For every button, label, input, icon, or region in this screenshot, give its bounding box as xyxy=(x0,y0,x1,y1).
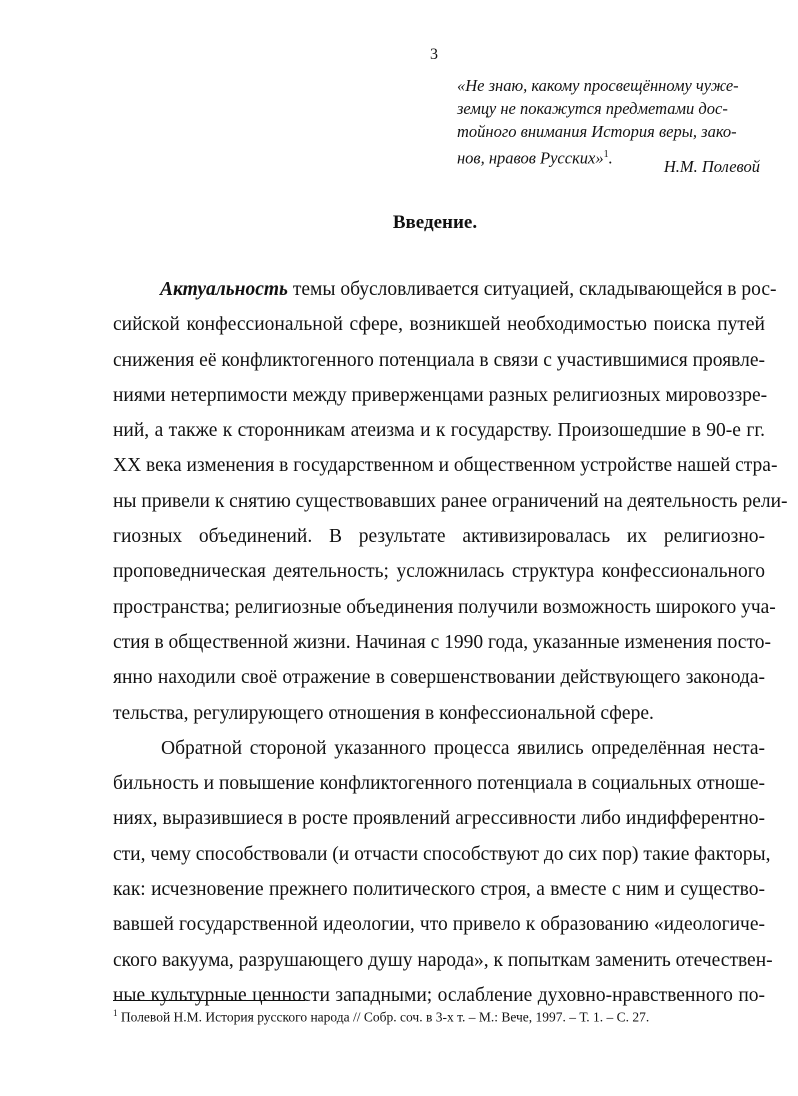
paragraph-2-line: как: исчезновение прежнего политического строя, а вместе с ним и существо- xyxy=(113,879,765,901)
paragraph-2-line: бильность и повышение конфликтогенного потенциала в социальных отноше- xyxy=(113,773,765,795)
paragraph-1-line: пространства; религиозные объединения получили возможность широкого уча- xyxy=(113,596,776,618)
epigraph-line: «Не знаю, какому просвещённому чуже- xyxy=(457,76,739,95)
paragraph-1-line xyxy=(113,272,777,307)
paragraph-1-line: стия в общественной жизни. Начиная с 1990 года, указанные изменения посто- xyxy=(113,631,771,653)
section-heading: Введение. xyxy=(392,212,478,233)
keyword-actuality: Актуальность xyxy=(160,279,288,300)
paragraph-1-line: XX века изменения в государственном и общественном устройстве нашей стра- xyxy=(113,455,778,477)
paragraph-1-line: ны привели к снятию существовавших ранее ограничений на деятельность рели- xyxy=(113,490,788,512)
paragraph-2-line: ского вакуума, разрушающего душу народа», к попыткам заменить отечествен- xyxy=(113,949,773,971)
epigraph-line-text: нов, нравов Русских» xyxy=(457,148,604,168)
body-text xyxy=(113,272,788,1013)
epigraph-author: Н.М. Полевой xyxy=(663,157,760,176)
paragraph-1-first-line-text: темы обусловливается ситуацией, складывающейся в рос- xyxy=(287,279,777,300)
paragraph-2-line: ные культурные ценности западными; ослабление духовно-нравственного по- xyxy=(113,984,765,1006)
epigraph xyxy=(457,74,757,170)
epigraph-footnote-mark[interactable]: 1 xyxy=(603,149,609,160)
page-number: 3 xyxy=(430,46,438,63)
epigraph-end-punct: . xyxy=(608,148,613,168)
epigraph-line: тойного внимания История веры, зако- xyxy=(457,122,737,141)
paragraph-2-line: Обратной стороной указанного процесса явились определённая неста- xyxy=(161,737,765,759)
paragraph-2-line: вавшей государственной идеологии, что привело к образованию «идеологиче- xyxy=(113,914,765,936)
paragraph-1-line: проповедническая деятельность; усложнилась структура конфессионального xyxy=(113,561,765,583)
paragraph-2-line: сти, чему способствовали (и отчасти способствуют до сих пор) такие факторы, xyxy=(113,843,771,865)
footnote-mark: 1 xyxy=(113,1008,118,1018)
paragraph-1-line: ний, а также к сторонникам атеизма и к государству. Произошедшие в 90-е гг. xyxy=(113,420,765,442)
paragraph-1-line: сийской конфессиональной сфере, возникшей необходимостью поиска путей xyxy=(113,314,765,336)
footnote-text: Полевой Н.М. История русского народа // Собр. соч. в 3-х т. – М.: Вече, 1997. – Т. 1. – С. 27. xyxy=(117,1009,650,1025)
footnote xyxy=(113,1008,763,1026)
paragraph-1-line: янно находили своё отражение в совершенствовании действующего законода- xyxy=(113,667,765,689)
paragraph-2-line: ниях, выразившиеся в росте проявлений агрессивности либо индифферентно- xyxy=(113,808,765,830)
paragraph-1-line: тельства, регулирующего отношения в конфессиональной сфере. xyxy=(113,702,654,724)
footnote-divider xyxy=(113,1000,305,1001)
epigraph-line: земцу не покажутся предметами дос- xyxy=(457,99,728,118)
paragraph-1-line: снижения её конфликтогенного потенциала в связи с участившимися проявле- xyxy=(113,349,765,371)
paragraph-1-line: гиозных объединений. В результате активизировалась их религиозно- xyxy=(113,526,765,548)
paragraph-1-line: ниями нетерпимости между приверженцами разных религиозных мировоззре- xyxy=(113,384,768,406)
